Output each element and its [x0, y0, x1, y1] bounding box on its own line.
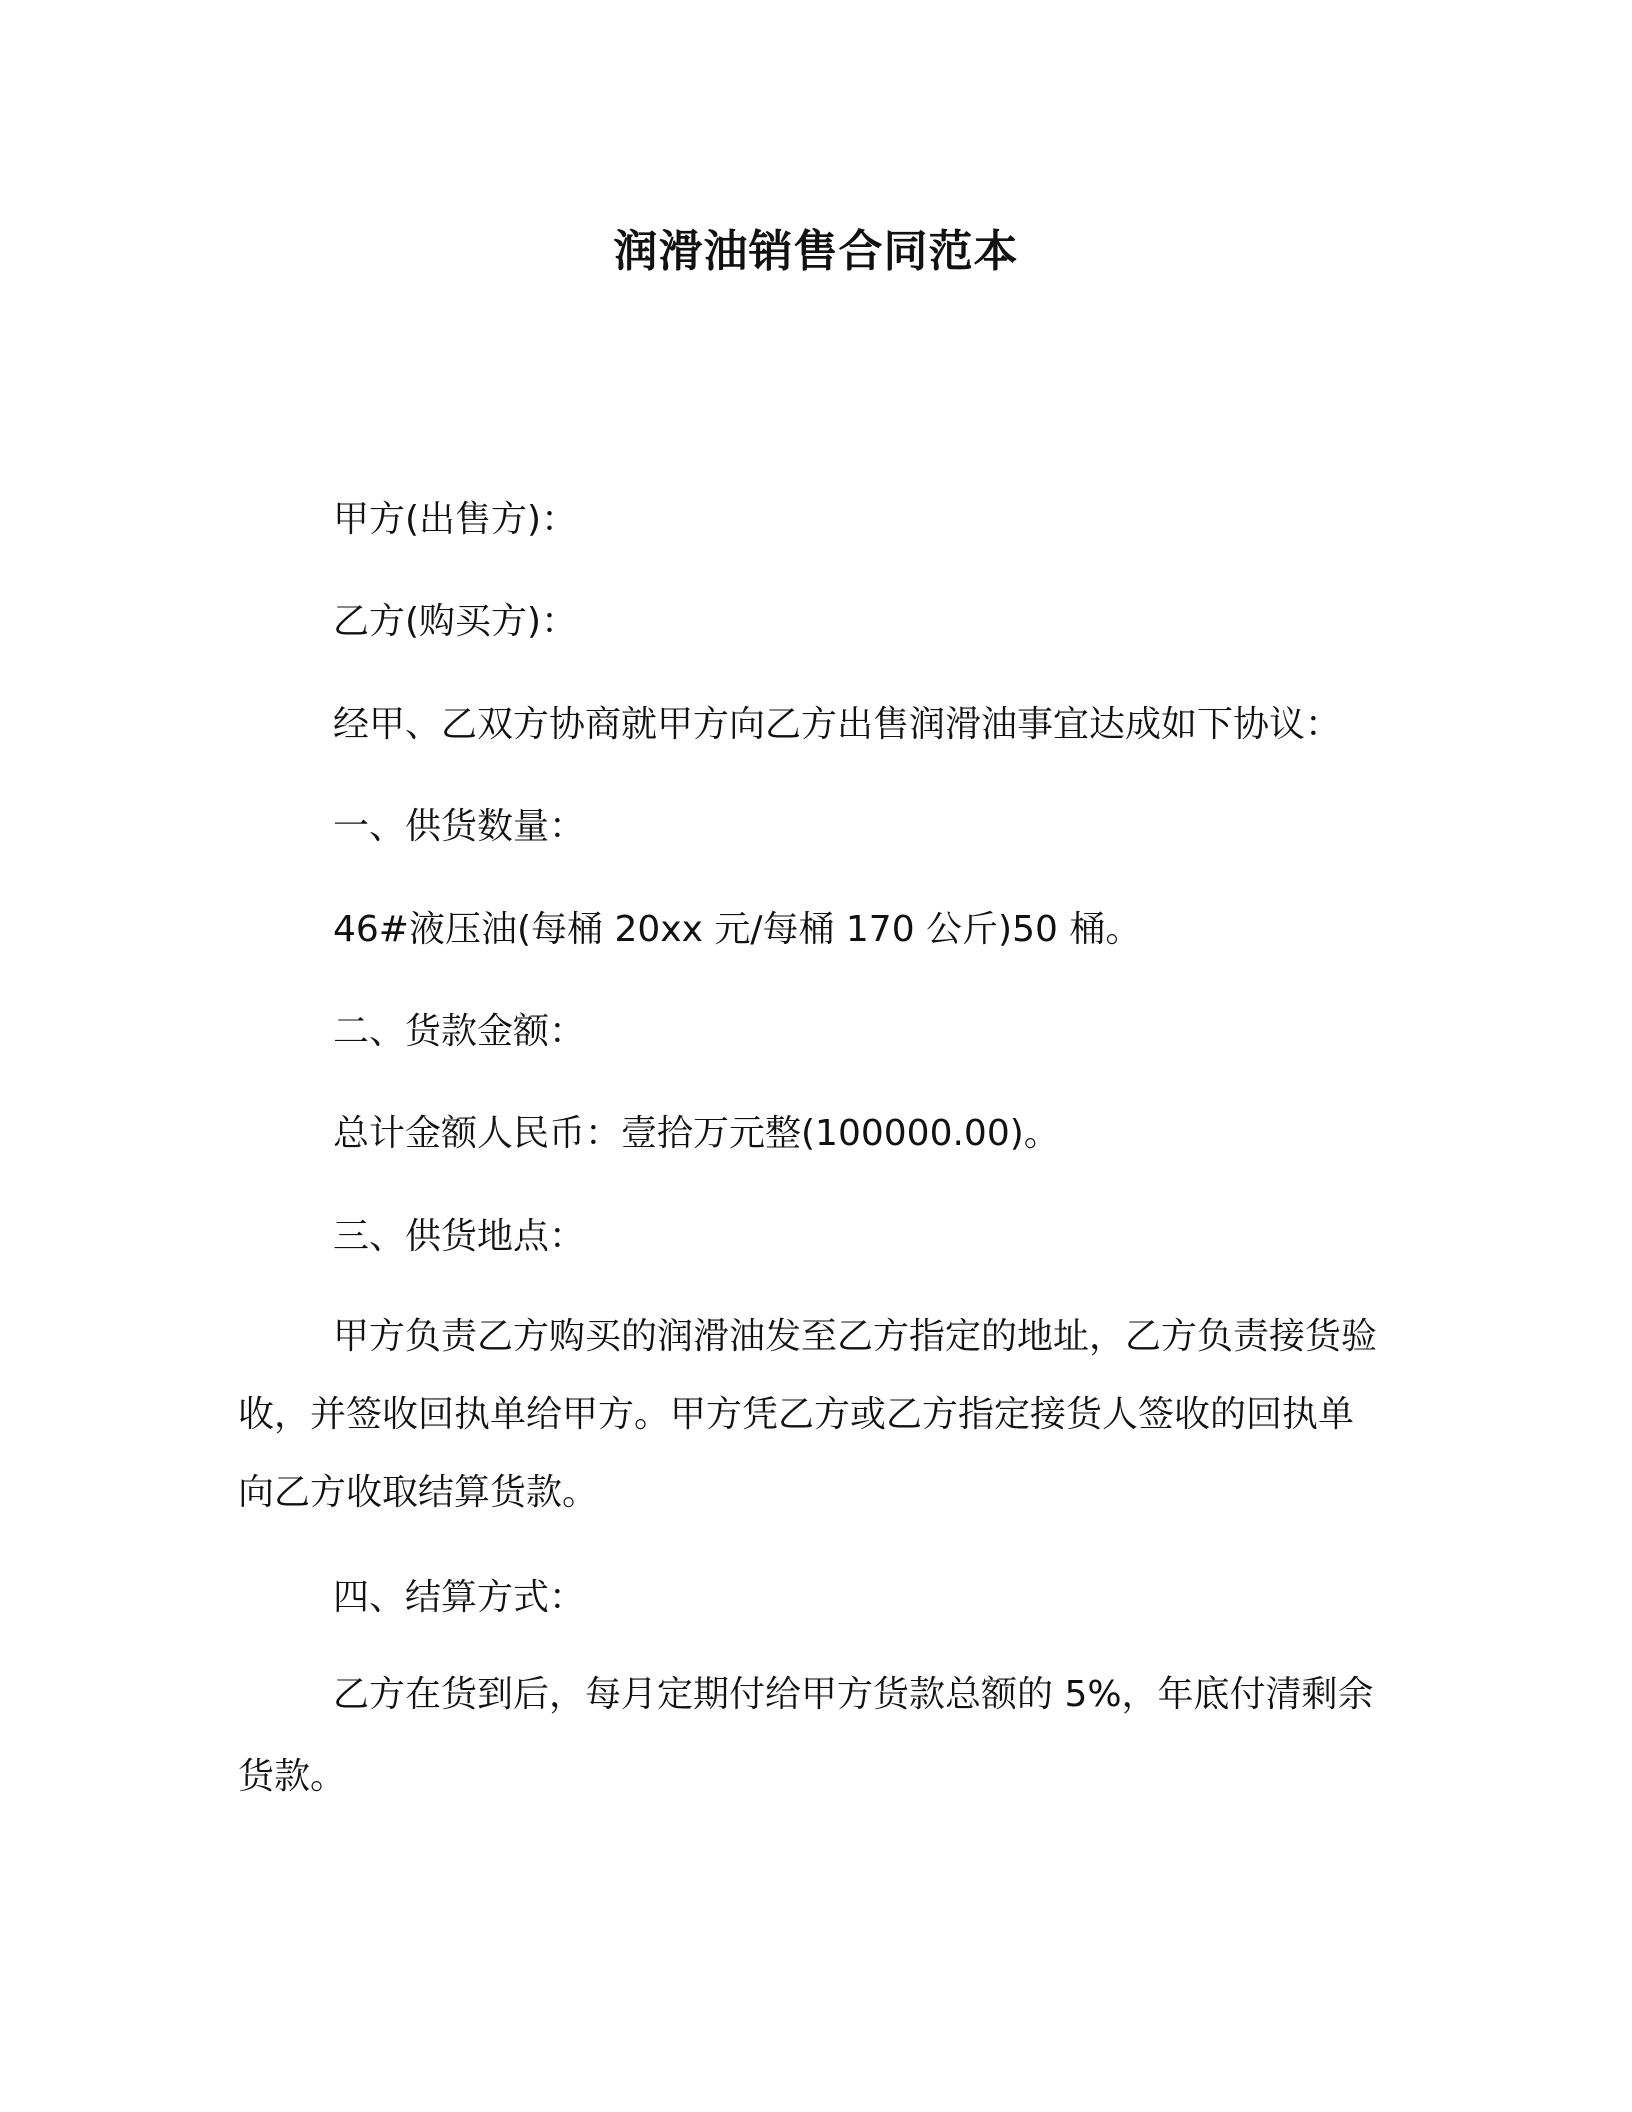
- section2-heading: 二、货款金额：: [333, 1011, 586, 1052]
- section3-heading: 三、供货地点：: [333, 1216, 586, 1257]
- section2-content: 总计金额人民币：壹拾万元整(100000.00)。: [333, 1113, 1060, 1154]
- document-title: 润滑油销售合同范本: [613, 226, 1019, 277]
- party-a-line: 甲方(出售方)：: [333, 499, 578, 540]
- section4-heading: 四、结算方式：: [333, 1577, 586, 1618]
- preamble-text: 经甲、乙双方协商就甲方向乙方出售润滑油事宜达成如下协议：: [333, 704, 1342, 745]
- section4-content: 乙方在货到后，每月定期付给甲方货款总额的 5%，年底付清剩余货款。: [238, 1674, 1374, 1797]
- section1-content: 46#液压油(每桶 20xx 元/每桶 170 公斤)50 桶。: [333, 909, 1142, 950]
- party-b-line: 乙方(购买方)：: [333, 601, 578, 642]
- section1-heading: 一、供货数量：: [333, 806, 586, 847]
- section3-content: 甲方负责乙方购买的润滑油发至乙方指定的地址，乙方负责接货验收，并签收回执单给甲方。甲方凭乙方或乙方指定接货人签收的回执单向乙方收取结算货款。: [238, 1316, 1378, 1513]
